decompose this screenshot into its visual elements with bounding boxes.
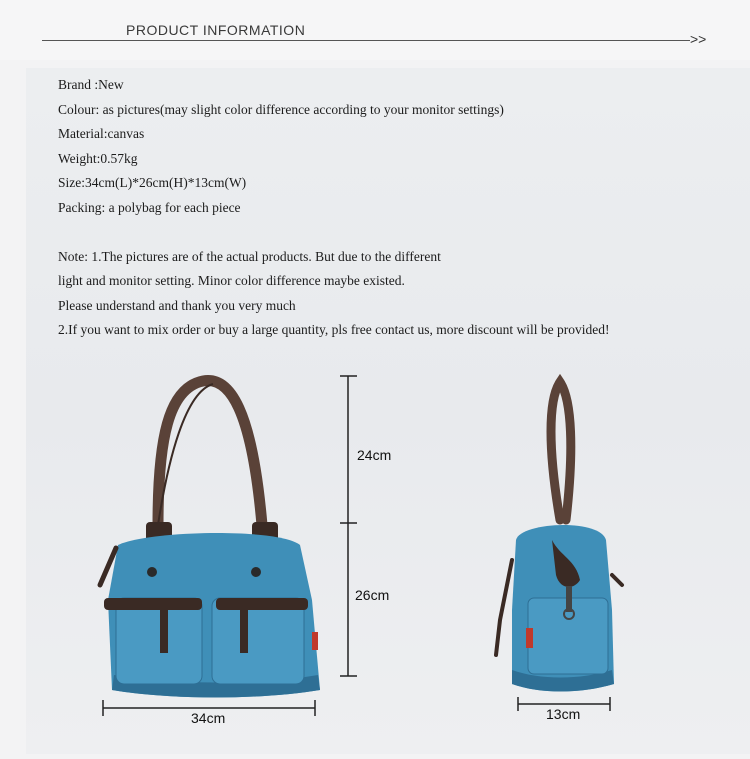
spec-packing: Packing: a polybag for each piece [58, 199, 241, 215]
handle-height-label: 24cm [357, 447, 392, 463]
spec-weight: Weight:0.57kg [58, 150, 138, 166]
note-line-2: light and monitor setting. Minor color difference maybe existed. [58, 273, 405, 288]
height-dimension-line [340, 376, 357, 676]
note-line-4: 2.If you want to mix order or buy a large quantity, pls free contact us, more discount will be provided! [58, 322, 610, 337]
section-title: PRODUCT INFORMATION [126, 22, 306, 38]
length-label: 34cm [191, 710, 226, 726]
note-line-1: Note: 1.The pictures are of the actual products. But due to the different [58, 248, 441, 264]
arrow-icon: >> [690, 31, 707, 47]
width-label: 13cm [546, 706, 581, 722]
bag-side-image [496, 382, 622, 692]
note-line-3: Please understand and thank you very much [58, 297, 296, 313]
spec-size: Size:34cm(L)*26cm(H)*13cm(W) [58, 175, 247, 190]
spec-colour: Colour: as pictures(may slight color difference according to your monitor settings) [58, 101, 504, 117]
bag-front-image [100, 381, 320, 698]
body-height-label: 26cm [355, 587, 390, 603]
spec-material: Material:canvas [58, 126, 145, 141]
spec-brand: Brand :New [58, 77, 124, 92]
